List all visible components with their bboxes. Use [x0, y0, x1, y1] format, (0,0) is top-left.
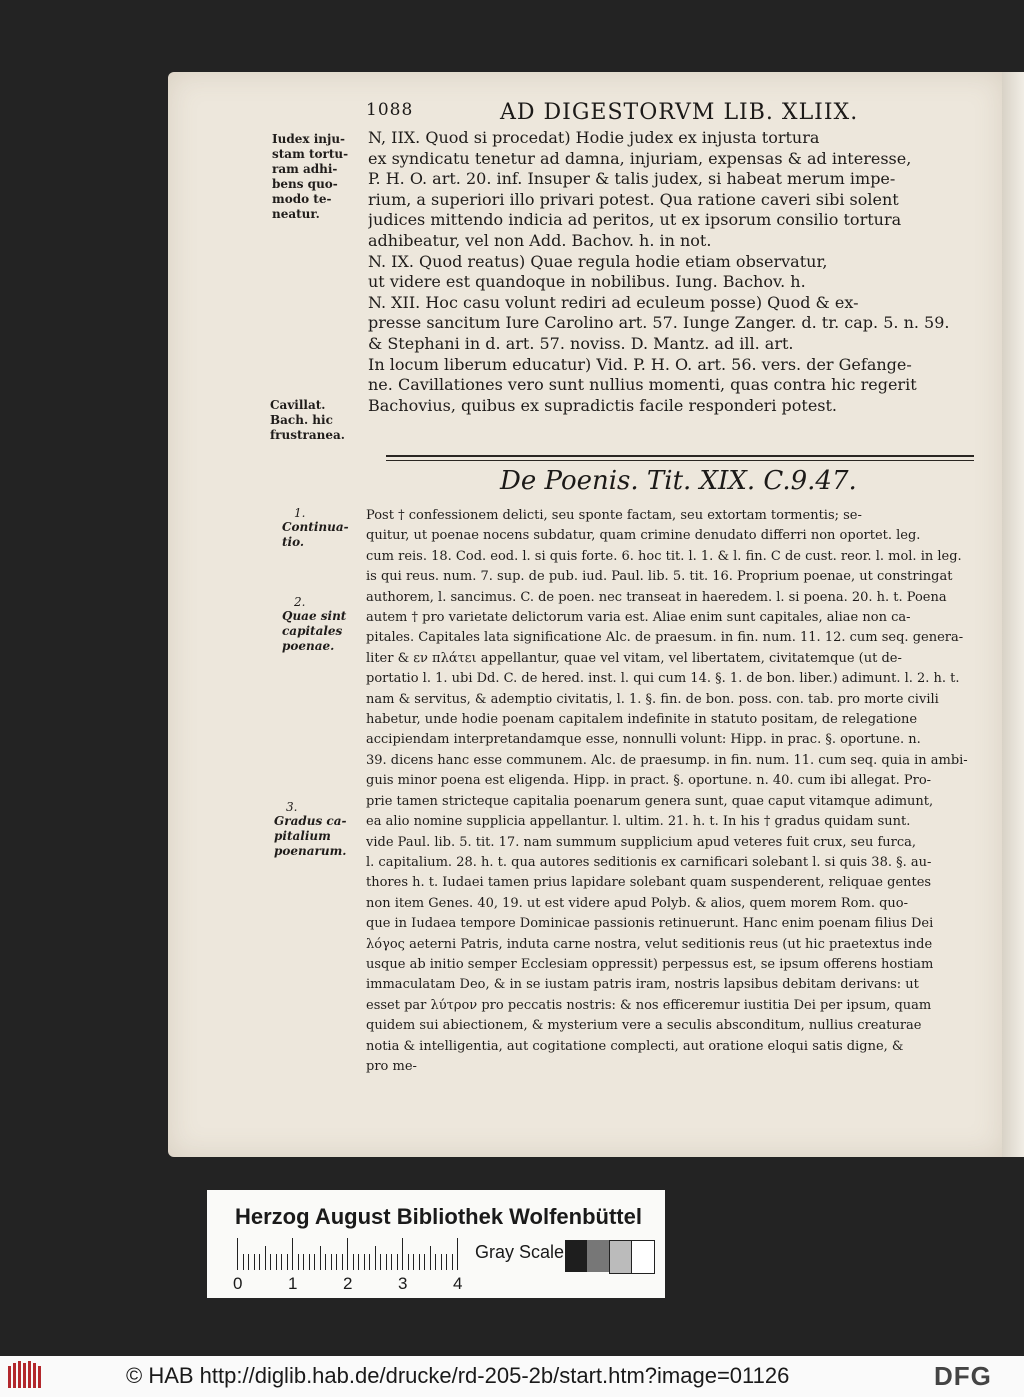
ruler-number: 4	[453, 1274, 463, 1293]
ruler-tick	[386, 1254, 387, 1270]
margin-note: Continua- tio.	[282, 520, 349, 549]
ruler-tick	[441, 1254, 442, 1270]
text-line: habetur, unde hodie poenam capitalem indefinite in statuto positam, de relegatione	[366, 712, 918, 728]
footer-credit: © HAB http://diglib.hab.de/drucke/rd-205-2b/start.htm?image=01126	[126, 1363, 790, 1388]
footer-bar	[0, 1356, 1024, 1397]
ruler-tick	[276, 1254, 277, 1270]
ruler-tick	[309, 1254, 310, 1270]
margin-note-judge: Iudex inju- stam tortu- ram adhi- bens quo- modo te- neatur.	[272, 132, 349, 221]
text-line: judices mittendo indicia ad peritos, ut ex ipsorum consilio tortura	[368, 210, 902, 230]
ruler-tick	[364, 1254, 365, 1270]
text-line: Bachovius, quibus ex supradictis facile responderi potest.	[368, 395, 838, 415]
ruler-tick	[457, 1238, 458, 1270]
ruler-tick	[380, 1254, 381, 1270]
lower-body-text	[366, 506, 982, 1077]
page-edge	[1002, 72, 1024, 1157]
text-line: accipiendam interpretandamque esse, nonnulli volunt: Hipp. in prac. §. oportune. n.	[366, 732, 921, 748]
ruler-tick	[435, 1254, 436, 1270]
margin-number: 1.	[294, 506, 306, 520]
ruler-tick	[408, 1254, 409, 1270]
ruler-tick	[413, 1254, 414, 1270]
ruler-tick	[254, 1254, 255, 1270]
text-line: non item Genes. 40, 19. ut est videre apud Polyb. & alios, quem morem Rom. quo-	[366, 895, 908, 911]
ruler-tick	[452, 1254, 453, 1270]
text-line: usque ab initio semper Ecclesiam oppressit) perpessus est, se ipsum offerens hostiam	[366, 956, 934, 972]
text-line: & Stephani in d. art. 57. noviss. D. Mantz. ad ill. art.	[368, 333, 794, 353]
section-rule	[386, 455, 974, 461]
ruler-tick	[237, 1238, 238, 1270]
dfg-logo: DFG	[934, 1361, 992, 1391]
text-line: N, IIX. Quod si procedat) Hodie judex ex injusta tortura	[368, 128, 820, 147]
upper-commentary	[368, 128, 980, 416]
text-line: λόγος aeterni Patris, induta carne nostra, velut seditionis reus (ut hic praetextus inde	[366, 936, 933, 952]
ruler-tick	[270, 1254, 271, 1270]
ruler-tick	[397, 1254, 398, 1270]
text-line: N. IX. Quod reatus) Quae regula hodie etiam observatur,	[368, 251, 828, 271]
text-line: adhibeatur, vel non Add. Bachov. h. in not.	[368, 230, 712, 250]
gray-swatch-white	[631, 1240, 655, 1274]
library-label-card	[207, 1190, 665, 1298]
margin-note-cavillat: Cavillat. Bach. hic frustranea.	[270, 398, 345, 442]
ruler-tick	[419, 1254, 420, 1270]
text-line: is qui reus. num. 7. sup. de pub. iud. Paul. lib. 5. tit. 16. Proprium poenae, ut constringat	[366, 569, 953, 585]
text-line: quitur, ut poenae nocens subdatur, quam crimine denudato differri non oportet. leg.	[366, 528, 921, 544]
ruler-tick	[248, 1254, 249, 1270]
ruler-number: 0	[233, 1274, 243, 1293]
text-line: que in Iudaea tempore Dominicae passionis retinuerunt. Hanc enim poenam filius Dei	[366, 916, 934, 932]
text-line: notia & intelligentia, aut cogitatione complecti, aut oratione eloqui satis digne, &	[366, 1038, 904, 1054]
text-line: presse sancitum Iure Carolino art. 57. Iunge Zanger. d. tr. cap. 5. n. 59.	[368, 313, 950, 333]
ruler-number: 3	[398, 1274, 408, 1293]
ruler-tick	[369, 1254, 370, 1270]
text-line: vide Paul. lib. 5. tit. 17. nam summum supplicium apud veteres fuit crux, seu furca,	[366, 834, 917, 850]
margin-number: 3.	[286, 800, 298, 814]
running-header	[200, 100, 980, 126]
ruler-tick	[342, 1254, 343, 1270]
ruler-tick	[259, 1254, 260, 1270]
ruler-tick	[353, 1254, 354, 1270]
text-line: ex syndicatu tenetur ad damna, injuriam, expensas & ad interesse,	[368, 148, 912, 168]
ruler-tick	[375, 1246, 376, 1270]
section-title: De Poenis. Tit. XIX. C.9.47.	[500, 466, 857, 496]
ruler-tick	[298, 1254, 299, 1270]
text-line: ea alio nomine supplicia appellantur. l. ultim. 21. h. t. In his † gradus quidam sunt.	[366, 814, 911, 830]
hab-logo-icon	[6, 1360, 46, 1392]
gray-swatch-light	[609, 1240, 633, 1274]
text-line: immaculatam Deo, & in se iustam patris iram, nostris lapsibus debitam derivans: ut	[366, 977, 919, 993]
text-line: liter & εν πλάτει appellantur, quae vel vitam, vel libertatem, civitatemque (ut de-	[366, 650, 902, 666]
text-line: ut videre est quandoque in nobilibus. Iung. Bachov. h.	[368, 272, 806, 292]
ruler-tick	[402, 1238, 403, 1270]
text-line: thores h. t. Iudaei tamen prius lapidare solebant quam suspenderent, reliquae gentes	[366, 875, 932, 891]
ruler-tick	[287, 1254, 288, 1270]
ruler-tick	[446, 1254, 447, 1270]
ruler-tick	[292, 1238, 293, 1270]
ruler-tick	[320, 1246, 321, 1270]
text-line: prie tamen stricteque capitalia poenarum genera sunt, quae caput vitamque adimunt,	[366, 793, 934, 809]
ruler-number: 1	[288, 1274, 298, 1293]
ruler-tick	[314, 1254, 315, 1270]
text-line: pitales. Capitales lata significatione Alc. de praesum. in fin. num. 11. 12. cum seq. genera-	[366, 630, 964, 646]
margin-note: Quae sint capitales poenae.	[282, 609, 347, 653]
ruler-tick	[281, 1254, 282, 1270]
text-line: pro me-	[366, 1058, 417, 1074]
page-number: 1088	[366, 100, 414, 120]
text-line: quidem sui abiectionem, & mysterium vere a seculis absconditum, nullius creaturae	[366, 1018, 922, 1034]
ruler-tick	[424, 1254, 425, 1270]
text-line: 39. dicens hanc esse communem. Alc. de praesump. in fin. num. 11. cum seq. quia in ambi-	[366, 752, 968, 768]
text-line: portatio l. 1. ubi Dd. C. de hered. inst. l. qui cum 14. §. 1. de bon. liber.) adimunt. l. 2. h. t.	[366, 671, 960, 687]
ruler-tick	[336, 1254, 337, 1270]
text-line: Post † confessionem delicti, seu sponte factam, seu extortam tormentis; se-	[366, 508, 862, 523]
text-line: ne. Cavillationes vero sunt nullius momenti, quas contra hic regerit	[368, 375, 917, 395]
ruler-tick	[430, 1246, 431, 1270]
ruler-tick	[243, 1254, 244, 1270]
ruler-tick	[347, 1238, 348, 1270]
ruler-tick	[331, 1254, 332, 1270]
ruler-number: 2	[343, 1274, 353, 1293]
margin-number: 2.	[294, 595, 306, 609]
text-line: rium, a superiori illo privari potest. Qua ratione caveri sibi solent	[368, 189, 899, 209]
text-line: l. capitalium. 28. h. t. qua autores seditionis ex carnificari solebant l. si quis 38. §. au-	[366, 854, 932, 870]
text-line: esset par λύτρον pro peccatis nostris: & nos efficeremur iustitia Dei per ipsum, quam	[366, 997, 932, 1013]
ruler-tick	[391, 1254, 392, 1270]
ruler-tick	[303, 1254, 304, 1270]
ruler-tick	[325, 1254, 326, 1270]
text-line: guis minor poena est eligenda. Hipp. in pract. §. oportune. n. 40. cum ibi allegat. Pro-	[366, 773, 932, 789]
text-line: P. H. O. art. 20. inf. Insuper & talis judex, si habeat merum impe-	[368, 169, 896, 189]
running-title: AD DIGESTORVM LIB. XLIIX.	[500, 100, 859, 125]
gray-scale-label: Gray Scale	[475, 1242, 565, 1262]
margin-note: Gradus ca- pitalium poenarum.	[274, 814, 347, 858]
text-line: cum reis. 18. Cod. eod. l. si quis forte. 6. hoc tit. l. 1. & l. fin. C de cust. reor. l. mol. in leg.	[366, 548, 962, 564]
gray-swatch-black	[565, 1240, 587, 1272]
text-line: authorem, l. sancimus. C. de poen. nec transeat in haeredem. l. si poena. 20. h. t. Poena	[366, 589, 947, 605]
text-line: In locum liberum educatur) Vid. P. H. O. art. 56. vers. der Gefange-	[368, 354, 912, 374]
ruler-tick	[358, 1254, 359, 1270]
gray-swatch-dark	[587, 1240, 609, 1272]
scale-ruler	[237, 1238, 457, 1270]
text-line: autem † pro varietate delictorum varia est. Aliae enim sunt capitales, aliae non ca-	[366, 610, 911, 626]
ruler-tick	[265, 1246, 266, 1270]
text-line: N. XII. Hoc casu volunt rediri ad eculeum posse) Quod & ex-	[368, 292, 859, 312]
text-line: nam & servitus, & ademptio civitatis, l. 1. §. fin. de bon. poss. con. tab. pro morte civili	[366, 691, 939, 707]
library-name: Herzog August Bibliothek Wolfenbüttel	[235, 1204, 642, 1229]
